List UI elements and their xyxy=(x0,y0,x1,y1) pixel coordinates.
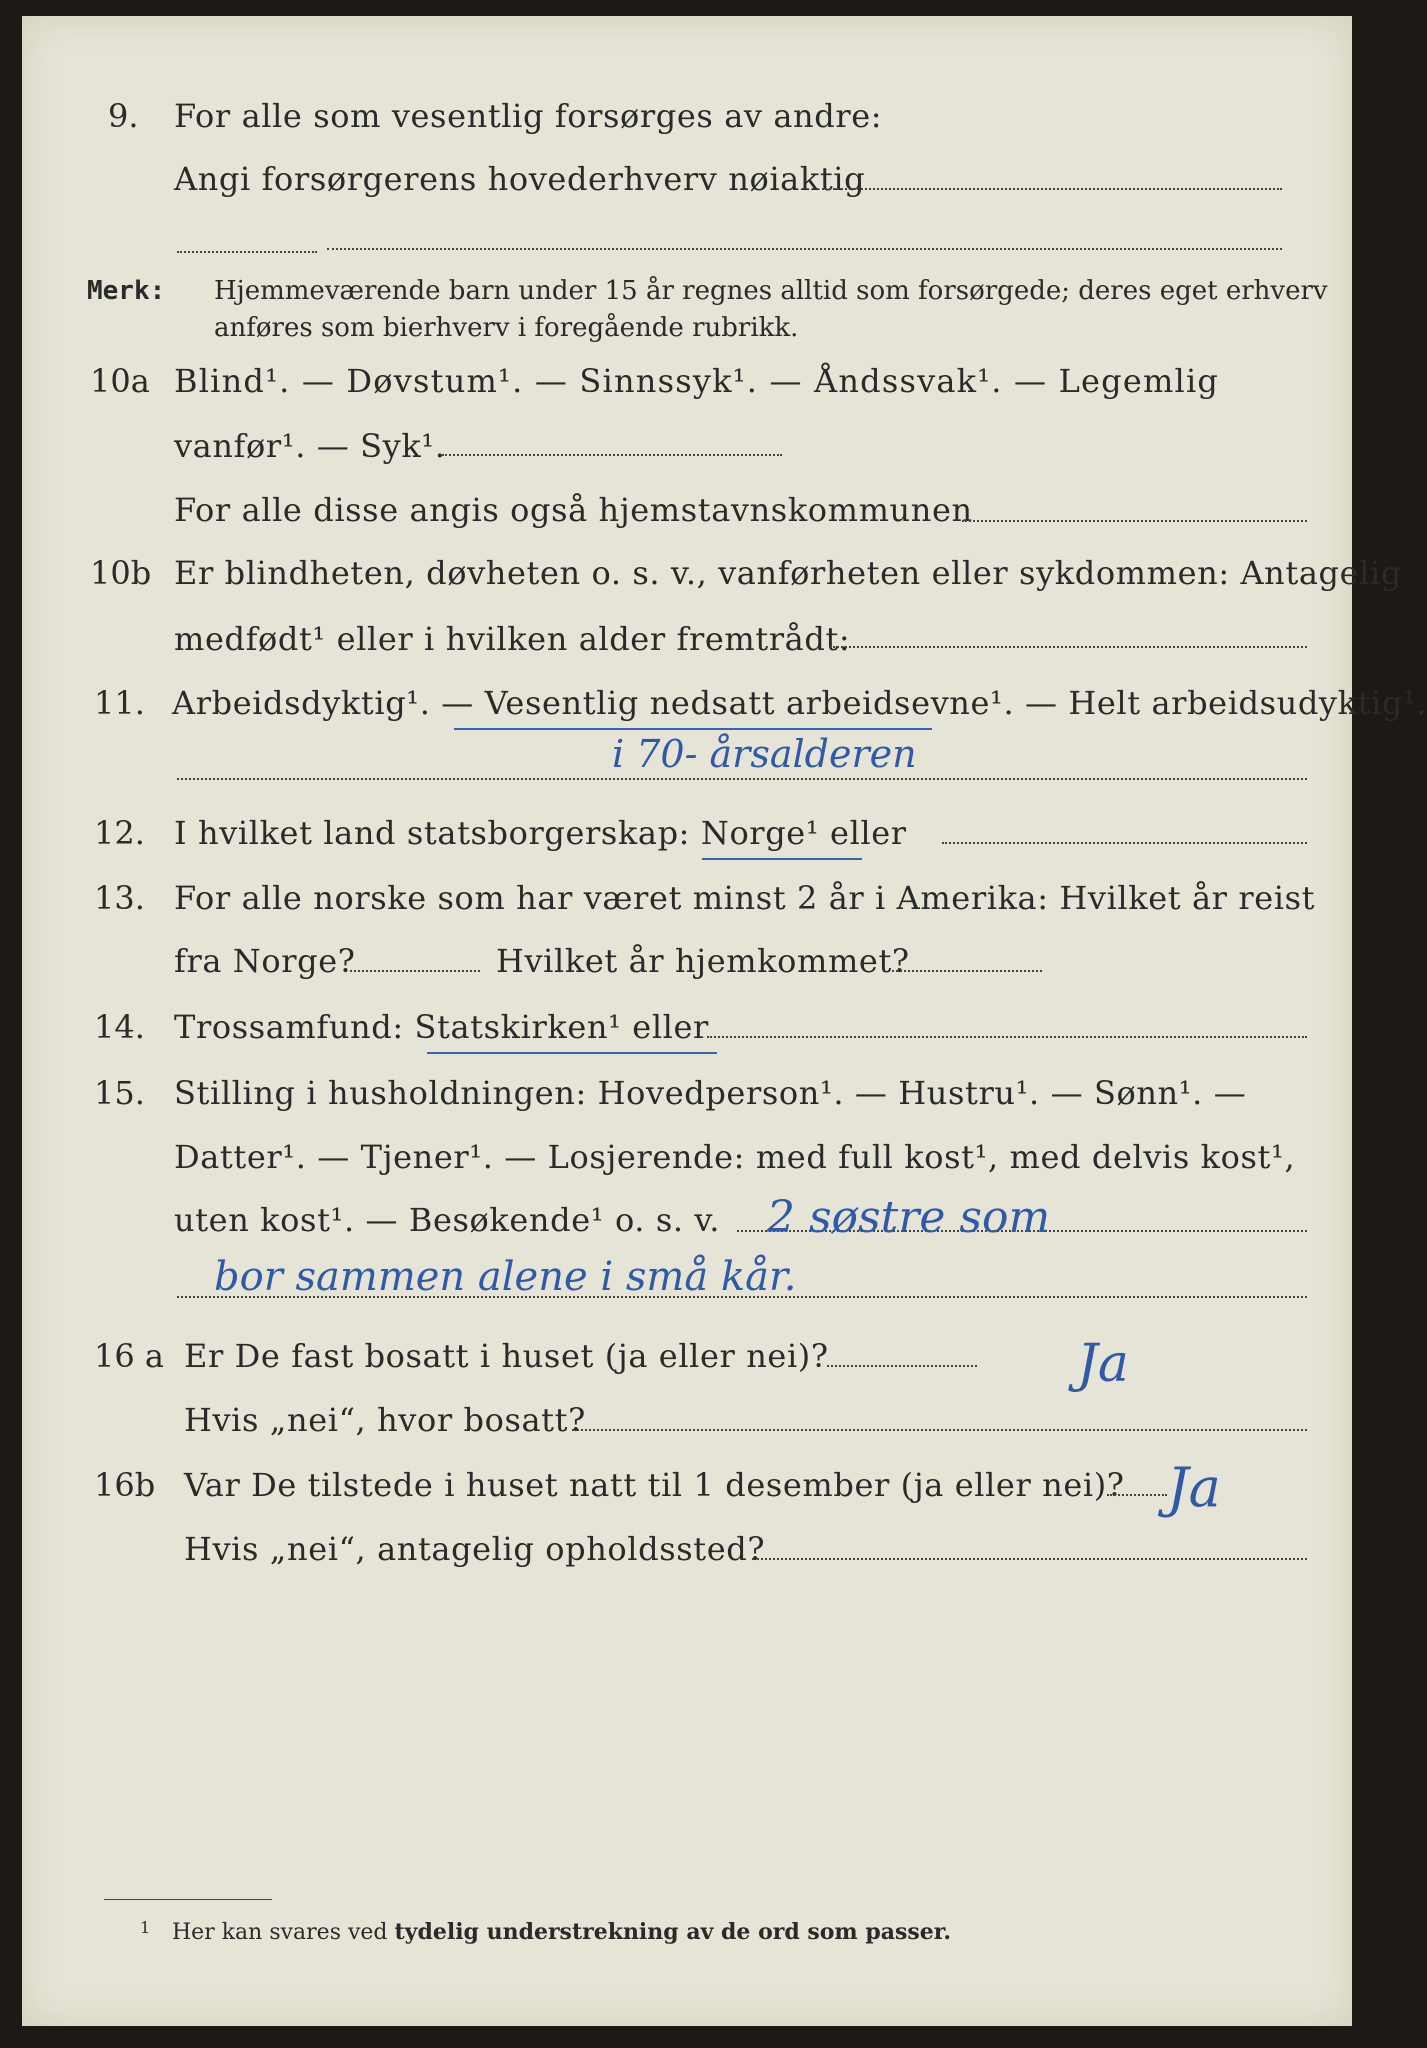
q12-number: 12. xyxy=(94,814,145,852)
q16b-followup-line xyxy=(752,1558,1307,1560)
q12-option-other: eller xyxy=(819,814,907,852)
q12-handwritten-underline xyxy=(702,858,862,860)
q15-answer-line-2 xyxy=(177,1296,1307,1298)
q11-question xyxy=(172,683,1427,723)
q11-option-fit: Arbeidsdyktig¹. — xyxy=(172,684,485,722)
q13-departure-line xyxy=(350,970,480,972)
q15-handwritten-answer-2: bor sammen alene i små kår. xyxy=(214,1254,797,1300)
q13-return-line xyxy=(892,970,1042,972)
q11-handwritten-underline xyxy=(454,728,932,730)
merk-note-line2: anføres som bierhverv i foregående rubrikk. xyxy=(214,313,799,343)
q12-answer-line xyxy=(942,842,1307,844)
q10a-hometown-line xyxy=(962,520,1307,522)
q10a-question: Blind¹. — Døvstum¹. — Sinnssyk¹. — Åndssvak¹. — Legemlig xyxy=(174,362,1220,400)
q16b-answer-line xyxy=(1107,1494,1167,1496)
q16b-handwritten-answer: Ja xyxy=(1167,1456,1221,1519)
q11-number: 11. xyxy=(94,684,145,722)
q16b-number: 16b xyxy=(94,1466,156,1504)
q13-return-prompt: Hvilket år hjemkommet? xyxy=(496,942,910,980)
q9-number: 9. xyxy=(108,97,139,135)
q16a-number: 16 a xyxy=(94,1337,164,1375)
q12-question xyxy=(174,813,907,853)
q12-option-norway: Norge¹ xyxy=(700,814,820,852)
q16a-question: Er De fast bosatt i huset (ja eller nei)? xyxy=(184,1337,829,1375)
q15-number: 15. xyxy=(94,1074,145,1112)
q16b-question: Var De tilstede i huset natt til 1 desember (ja eller nei)? xyxy=(184,1466,1125,1504)
q11-option-unfit: — Helt arbeidsudyktig¹. xyxy=(1014,684,1427,722)
q9-prompt: Angi forsørgerens hovederhverv nøiaktig xyxy=(174,160,866,198)
q16b-followup: Hvis „nei“, antagelig opholdssted? xyxy=(184,1530,766,1568)
q11-option-reduced: Vesentlig nedsatt arbeidsevne¹. xyxy=(484,684,1015,722)
footnote-text-plain: Her kan svares ved xyxy=(172,1920,395,1945)
q15-handwritten-answer-1: 2 søstre som xyxy=(767,1192,1051,1243)
q9-answer-line xyxy=(822,188,1282,190)
q9-answer-line-2a xyxy=(177,251,317,253)
q9-answer-line-2b xyxy=(327,248,1282,250)
footnote-rule xyxy=(104,1899,272,1900)
q14-option-state-church: Statskirken¹ xyxy=(414,1008,622,1046)
q14-answer-line xyxy=(707,1036,1307,1038)
q15-question: Stilling i husholdningen: Hovedperson¹. — Hustru¹. — Sønn¹. — xyxy=(174,1074,1247,1112)
q13-number: 13. xyxy=(94,879,145,917)
q11-handwritten-answer: i 70- årsalderen xyxy=(612,732,917,776)
q15-line3: uten kost¹. — Besøkende¹ o. s. v. xyxy=(174,1201,721,1239)
q12-prompt: I hvilket land statsborgerskap: xyxy=(174,814,701,852)
q14-prompt: Trossamfund: xyxy=(174,1008,415,1046)
q16a-answer-line xyxy=(827,1365,977,1367)
merk-label: Merk: xyxy=(87,276,166,306)
q14-handwritten-underline xyxy=(427,1052,717,1054)
q10b-question: Er blindheten, døvheten o. s. v., vanførheten eller sykdommen: Antagelig xyxy=(174,554,1402,592)
q14-number: 14. xyxy=(94,1008,145,1046)
q10b-number: 10b xyxy=(90,554,152,592)
q15-line2: Datter¹. — Tjener¹. — Losjerende: med full kost¹, med delvis kost¹, xyxy=(174,1138,1296,1176)
footnote-mark: 1 xyxy=(140,1918,151,1937)
q13-departure-prompt: fra Norge? xyxy=(174,942,356,980)
q10b-line2: medfødt¹ eller i hvilken alder fremtrådt: xyxy=(174,620,851,658)
census-form-page xyxy=(22,16,1427,2026)
q11-answer-line xyxy=(177,778,1307,780)
q10a-answer-line xyxy=(442,454,782,456)
q10a-number: 10a xyxy=(90,362,150,400)
q10a-line3: For alle disse angis også hjemstavnskommunen xyxy=(174,491,973,529)
q13-question: For alle norske som har været minst 2 år i Amerika: Hvilket år reist xyxy=(174,879,1316,917)
merk-note-line1: Hjemmeværende barn under 15 år regnes alltid som forsørgede; deres eget erhverv xyxy=(214,276,1328,306)
q16a-handwritten-answer: Ja xyxy=(1077,1334,1129,1394)
q14-option-other: eller xyxy=(621,1008,709,1046)
q16a-followup: Hvis „nei“, hvor bosatt? xyxy=(184,1401,586,1439)
q9-question: For alle som vesentlig forsørges av andre: xyxy=(174,97,883,135)
q16a-followup-line xyxy=(572,1429,1307,1431)
q10a-line2: vanfør¹. — Syk¹. xyxy=(174,427,446,465)
q14-question xyxy=(174,1007,709,1047)
footnote-text xyxy=(172,1918,951,1947)
q10b-answer-line xyxy=(830,646,1307,648)
footnote-text-bold: tydelig understrekning av de ord som passer. xyxy=(394,1919,952,1945)
